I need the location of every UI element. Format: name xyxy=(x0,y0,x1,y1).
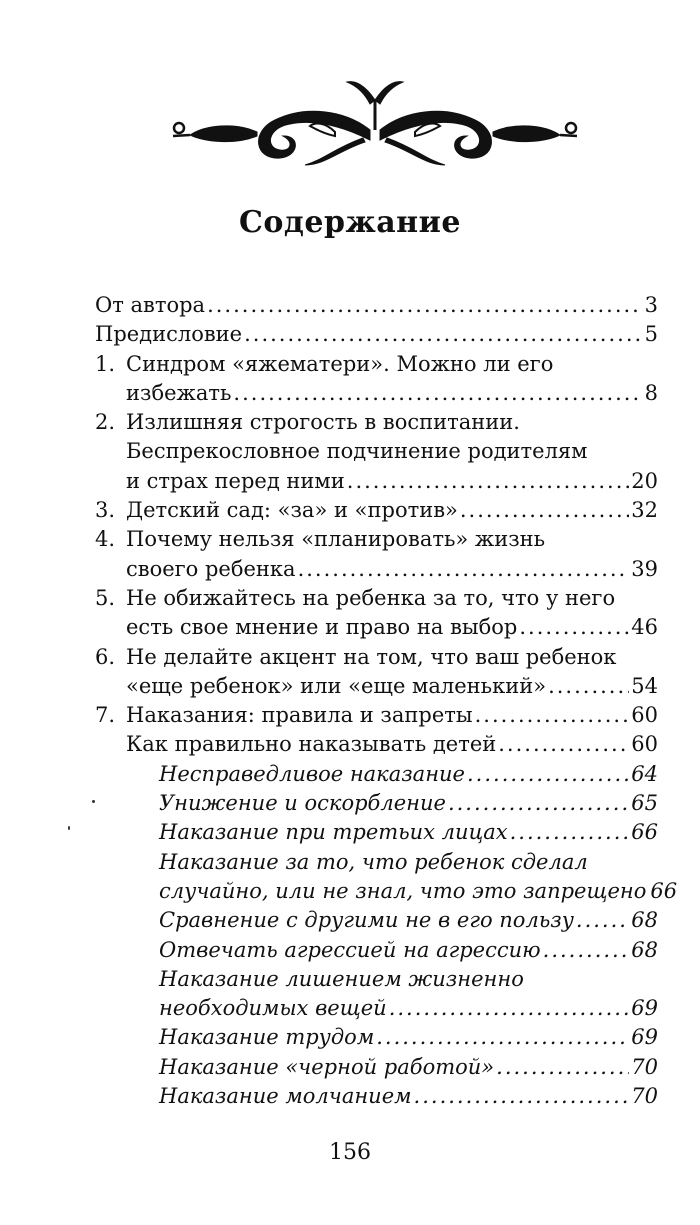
toc-page-number: 32 xyxy=(631,498,658,523)
toc-entry-number: 5. xyxy=(95,585,116,610)
toc-entry xyxy=(95,906,658,935)
toc-entry-text: своего ребенка xyxy=(126,556,296,581)
print-speck xyxy=(68,826,70,830)
toc-entry-text: Предисловие xyxy=(95,322,243,347)
toc-entry xyxy=(95,818,658,847)
toc-entry-text: От автора xyxy=(95,293,206,317)
toc-page-number: 70 xyxy=(631,1084,658,1109)
toc-page-number: 39 xyxy=(631,556,658,581)
decorative-ornament-icon xyxy=(165,70,585,180)
dot-leader xyxy=(498,730,629,759)
toc-entry xyxy=(95,730,658,759)
toc-entry-number: 2. xyxy=(95,410,116,435)
dot-leader xyxy=(233,379,642,408)
table-of-contents xyxy=(95,291,678,1111)
toc-entry-text: и страх перед ними xyxy=(126,468,345,493)
toc-page-number: 8 xyxy=(644,380,658,405)
toc-page-number: 70 xyxy=(631,1054,658,1079)
toc-entry-number: 7. xyxy=(95,703,116,728)
toc-entry-text: Почему нельзя «планировать» жизнь xyxy=(126,527,546,552)
toc-entry xyxy=(95,848,678,907)
toc-page-number: 64 xyxy=(631,761,658,786)
dot-leader xyxy=(244,320,643,349)
dot-leader xyxy=(543,936,630,965)
toc-entry-text: Наказание за то, что ребенок сделал xyxy=(159,849,588,874)
toc-page-number: 68 xyxy=(631,937,658,962)
toc-entry xyxy=(95,965,658,1024)
toc-entry-text: Не делайте акцент на том, что ваш ребенок xyxy=(126,644,617,669)
toc-page-number: 3 xyxy=(644,293,658,317)
dot-leader xyxy=(576,906,629,935)
toc-entry-text: Наказание лишением жизненно xyxy=(159,966,524,991)
toc-entry xyxy=(95,1082,658,1111)
toc-entry xyxy=(95,496,658,525)
toc-entry xyxy=(95,291,658,320)
print-speck xyxy=(92,800,95,803)
toc-entry-text: есть свое мнение и право на выбор xyxy=(126,615,518,640)
toc-entry-text: Детский сад: «за» и «против» xyxy=(126,498,458,523)
toc-entry-number: 4. xyxy=(95,527,116,552)
toc-page-number: 60 xyxy=(631,703,658,728)
dot-leader xyxy=(207,291,643,320)
toc-entry-text: «еще ребенок» или «еще маленький» xyxy=(126,673,547,698)
dot-leader xyxy=(519,613,629,642)
toc-page-number: 69 xyxy=(631,996,658,1021)
toc-page-number: 54 xyxy=(631,673,658,698)
toc-page-number: 66 xyxy=(631,820,658,845)
toc-page-number: 65 xyxy=(631,791,658,816)
dot-leader xyxy=(376,1023,629,1052)
toc-entry-text: Наказание при третьих лицах xyxy=(159,820,508,845)
dot-leader xyxy=(467,760,629,789)
dot-leader xyxy=(389,994,630,1023)
toc-page-number: 20 xyxy=(631,468,658,493)
toc-entry-text: необходимых вещей xyxy=(159,996,387,1021)
toc-entry-text: случайно, или не знал, что это запрещено xyxy=(159,878,647,903)
toc-entry-text: Несправедливое наказание xyxy=(159,761,465,786)
toc-entry-text: Как правильно наказывать детей xyxy=(126,732,497,757)
toc-entry-text: избежать xyxy=(126,380,232,405)
dot-leader xyxy=(298,555,630,584)
toc-entry xyxy=(95,584,658,643)
toc-entry-number: 1. xyxy=(95,351,116,376)
toc-entry-text: Отвечать агрессией на агрессию xyxy=(159,937,541,962)
toc-entry xyxy=(95,408,658,496)
toc-entry-text: Наказание трудом xyxy=(159,1025,375,1050)
dot-leader xyxy=(460,496,629,525)
toc-page-number: 5 xyxy=(644,322,658,347)
toc-page-number: 66 xyxy=(650,878,678,903)
toc-entry-text: Излишняя строгость в воспитании. xyxy=(126,410,520,435)
toc-entry xyxy=(95,1023,658,1052)
toc-page-number: 68 xyxy=(631,908,658,933)
page-number: 156 xyxy=(329,1140,371,1165)
toc-entry xyxy=(95,643,658,702)
toc-entry-text: Унижение и оскорбление xyxy=(159,791,446,816)
toc-entry-text: Беспрекословное подчинение родителям xyxy=(126,439,588,464)
dot-leader xyxy=(414,1082,630,1111)
toc-entry xyxy=(95,701,658,730)
toc-entry-text: Наказания: правила и запреты xyxy=(126,703,473,728)
toc-entry-text: Синдром «яжематери». Можно ли его xyxy=(126,351,554,376)
toc-entry-text: Наказание «черной работой» xyxy=(159,1054,495,1079)
toc-entry-text: Не обижайтесь на ребенка за то, что у него xyxy=(126,585,616,610)
toc-page-number: 46 xyxy=(631,615,658,640)
dot-leader xyxy=(347,467,630,496)
toc-entry-text: Сравнение с другими не в его пользу xyxy=(159,908,574,933)
dot-leader xyxy=(548,672,629,701)
toc-entry xyxy=(95,320,658,349)
toc-entry-number: 3. xyxy=(95,498,116,523)
toc-entry xyxy=(95,789,658,818)
dot-leader xyxy=(510,818,630,847)
toc-entry xyxy=(95,936,658,965)
page-title: Содержание xyxy=(239,205,461,240)
toc-page-number: 69 xyxy=(631,1025,658,1050)
toc-entry xyxy=(95,350,658,409)
toc-entry xyxy=(95,525,658,584)
toc-page-number: 60 xyxy=(631,732,658,757)
toc-entry xyxy=(95,760,658,789)
toc-entry xyxy=(95,1053,658,1082)
dot-leader xyxy=(448,789,629,818)
toc-entry-text: Наказание молчанием xyxy=(159,1084,412,1109)
toc-entry-number: 6. xyxy=(95,644,116,669)
dot-leader xyxy=(496,1053,629,1082)
dot-leader xyxy=(475,701,630,730)
